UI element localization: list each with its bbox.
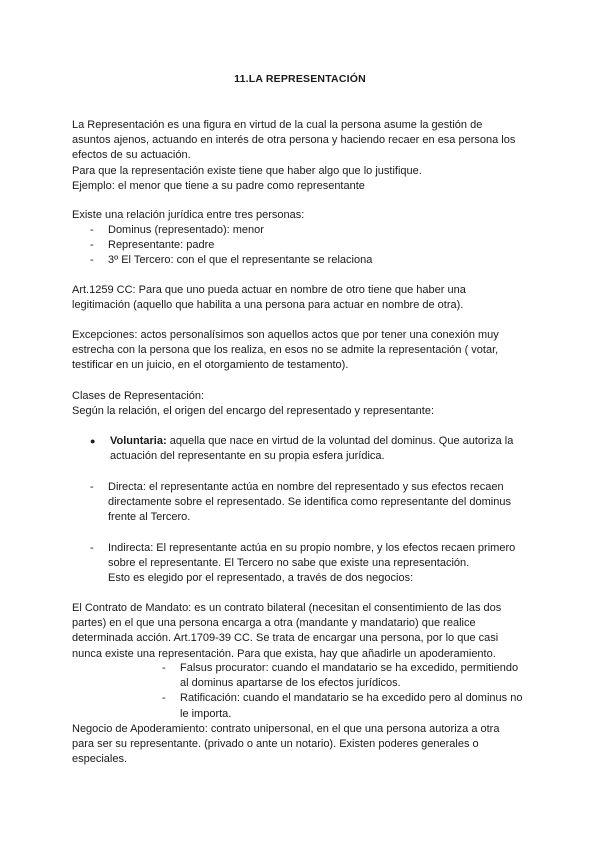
text-line: La Representación es una figura en virtud de la cual la persona asume la gestión de xyxy=(72,119,483,131)
relacion-list xyxy=(90,223,372,269)
text-line: Excepciones: actos personalísimos son aquellos actos que por tener una conexión muy xyxy=(72,329,499,341)
text-line: testificar en un juicio, en el otorgamiento de testamento). xyxy=(72,359,349,372)
list-item-continuation xyxy=(90,510,511,525)
list-item xyxy=(162,691,522,706)
list-item xyxy=(90,541,515,556)
dash-marker: - xyxy=(90,254,94,267)
text-line: Ejemplo: el menor que tiene a su padre como representante xyxy=(72,179,365,192)
list-item-text: Directa: el representante actúa en nombre del representado y sus efectos recaen xyxy=(108,481,504,493)
list-item-text: Ratificación: cuando el mandatario se ha excedido pero al dominus no xyxy=(180,692,523,705)
list-item xyxy=(90,238,372,253)
list-item-text: actuación del representante en su propia esfera jurídica. xyxy=(110,450,385,463)
text-line: para ser su representante. (privado o ante un notario). Existen poderes generales o xyxy=(72,738,479,751)
text-line: determinada acción. Art.1709-39 CC. Se trata de encargar una persona, por lo que casi xyxy=(72,632,499,645)
list-item xyxy=(90,223,372,238)
bullet-marker: ● xyxy=(90,436,96,446)
list-item-text: directamente sobre el representado. Se identifica como representante del dominus xyxy=(108,496,511,509)
list-item-continuation xyxy=(162,707,522,722)
voluntaria-term: Voluntaria: xyxy=(110,435,167,447)
text-line: legitimación (aquello que habilita a una persona para actuar en nombre de otra). xyxy=(72,299,464,312)
art1259-paragraph xyxy=(72,283,532,313)
text-line: asuntos ajenos, actuando en interés de otra persona y haciendo recaer en esa persona los xyxy=(72,134,516,147)
clases-paragraph xyxy=(72,389,532,419)
list-item-continuation xyxy=(90,449,513,464)
directa-item xyxy=(90,480,511,526)
list-item-text: Falsus procurator: cuando el mandatario se ha excedido, permitiendo xyxy=(180,662,519,674)
text-line: Art.1259 CC: Para que uno pueda actuar en nombre de otro tiene que haber una xyxy=(72,284,466,296)
list-item-text: Esto es elegido por el representado, a través de dos negocios: xyxy=(108,572,414,585)
list-item xyxy=(90,480,511,495)
apoderamiento-paragraph xyxy=(72,722,532,768)
list-item-continuation xyxy=(90,571,515,586)
list-item-text: Dominus (representado): menor xyxy=(108,224,264,236)
list-item-text: 3º El Tercero: con el que el representante se relaciona xyxy=(108,254,373,267)
indirecta-item xyxy=(90,541,515,587)
list-item-text: Representante: padre xyxy=(108,239,215,252)
list-item xyxy=(90,253,372,268)
text-line: partes) en el que una persona encarga a otra (mandante y mandatario) que realice xyxy=(72,617,476,630)
list-item-text: frente al Tercero. xyxy=(108,511,191,524)
relacion-heading xyxy=(72,208,532,223)
list-item xyxy=(162,661,522,676)
dash-marker: - xyxy=(162,662,166,674)
dash-marker: - xyxy=(90,542,94,554)
text-line: nunca existe una representación. Para que exista, hay que añadirle un apoderamiento. xyxy=(72,647,496,660)
text-line: estrecha con la persona que los realiza, en esos no se admite la representación ( votar, xyxy=(72,344,499,357)
text-line: efectos de su actuación. xyxy=(72,149,191,162)
text-line: Según la relación, el origen del encargo del representado y representante: xyxy=(72,405,435,418)
text-line: Existe una relación jurídica entre tres personas: xyxy=(72,209,305,221)
list-item-text: sobre el representante. El Tercero no sabe que existe una representación. xyxy=(108,557,470,570)
list-item-continuation xyxy=(90,556,515,571)
list-item-text: Indirecta: El representante actúa en su propio nombre, y los efectos recaen primero xyxy=(108,542,516,554)
excepciones-paragraph xyxy=(72,328,532,374)
voluntaria-item xyxy=(90,434,513,464)
mandato-paragraph xyxy=(72,601,532,662)
text-line: Clases de Representación: xyxy=(72,390,205,402)
intro-paragraph xyxy=(72,118,532,194)
dash-marker: - xyxy=(90,224,94,236)
dash-marker: - xyxy=(90,481,94,493)
list-item-continuation xyxy=(90,495,511,510)
list-item-continuation xyxy=(162,676,522,691)
dash-marker: - xyxy=(90,239,94,252)
list-item-text: al dominus apartarse de los efectos jurídicos. xyxy=(180,677,401,690)
list-item xyxy=(90,434,513,449)
text-line: El Contrato de Mandato: es un contrato bilateral (necesitan el consentimiento de las dos xyxy=(72,602,502,614)
text-line: Negocio de Apoderamiento: contrato unipersonal, en el que una persona autoriza a otra xyxy=(72,723,500,735)
text-line: Para que la representación existe tiene que haber algo que lo justifique. xyxy=(72,164,422,177)
mandato-list xyxy=(162,661,522,722)
dash-marker: - xyxy=(162,692,166,705)
voluntaria-text: aquella que nace en virtud de la voluntad del dominus. Que autoriza la xyxy=(166,435,514,447)
text-line: especiales. xyxy=(72,753,128,766)
list-item-text: le importa. xyxy=(180,707,232,720)
page-title: 11.LA REPRESENTACIÓN xyxy=(234,73,366,85)
